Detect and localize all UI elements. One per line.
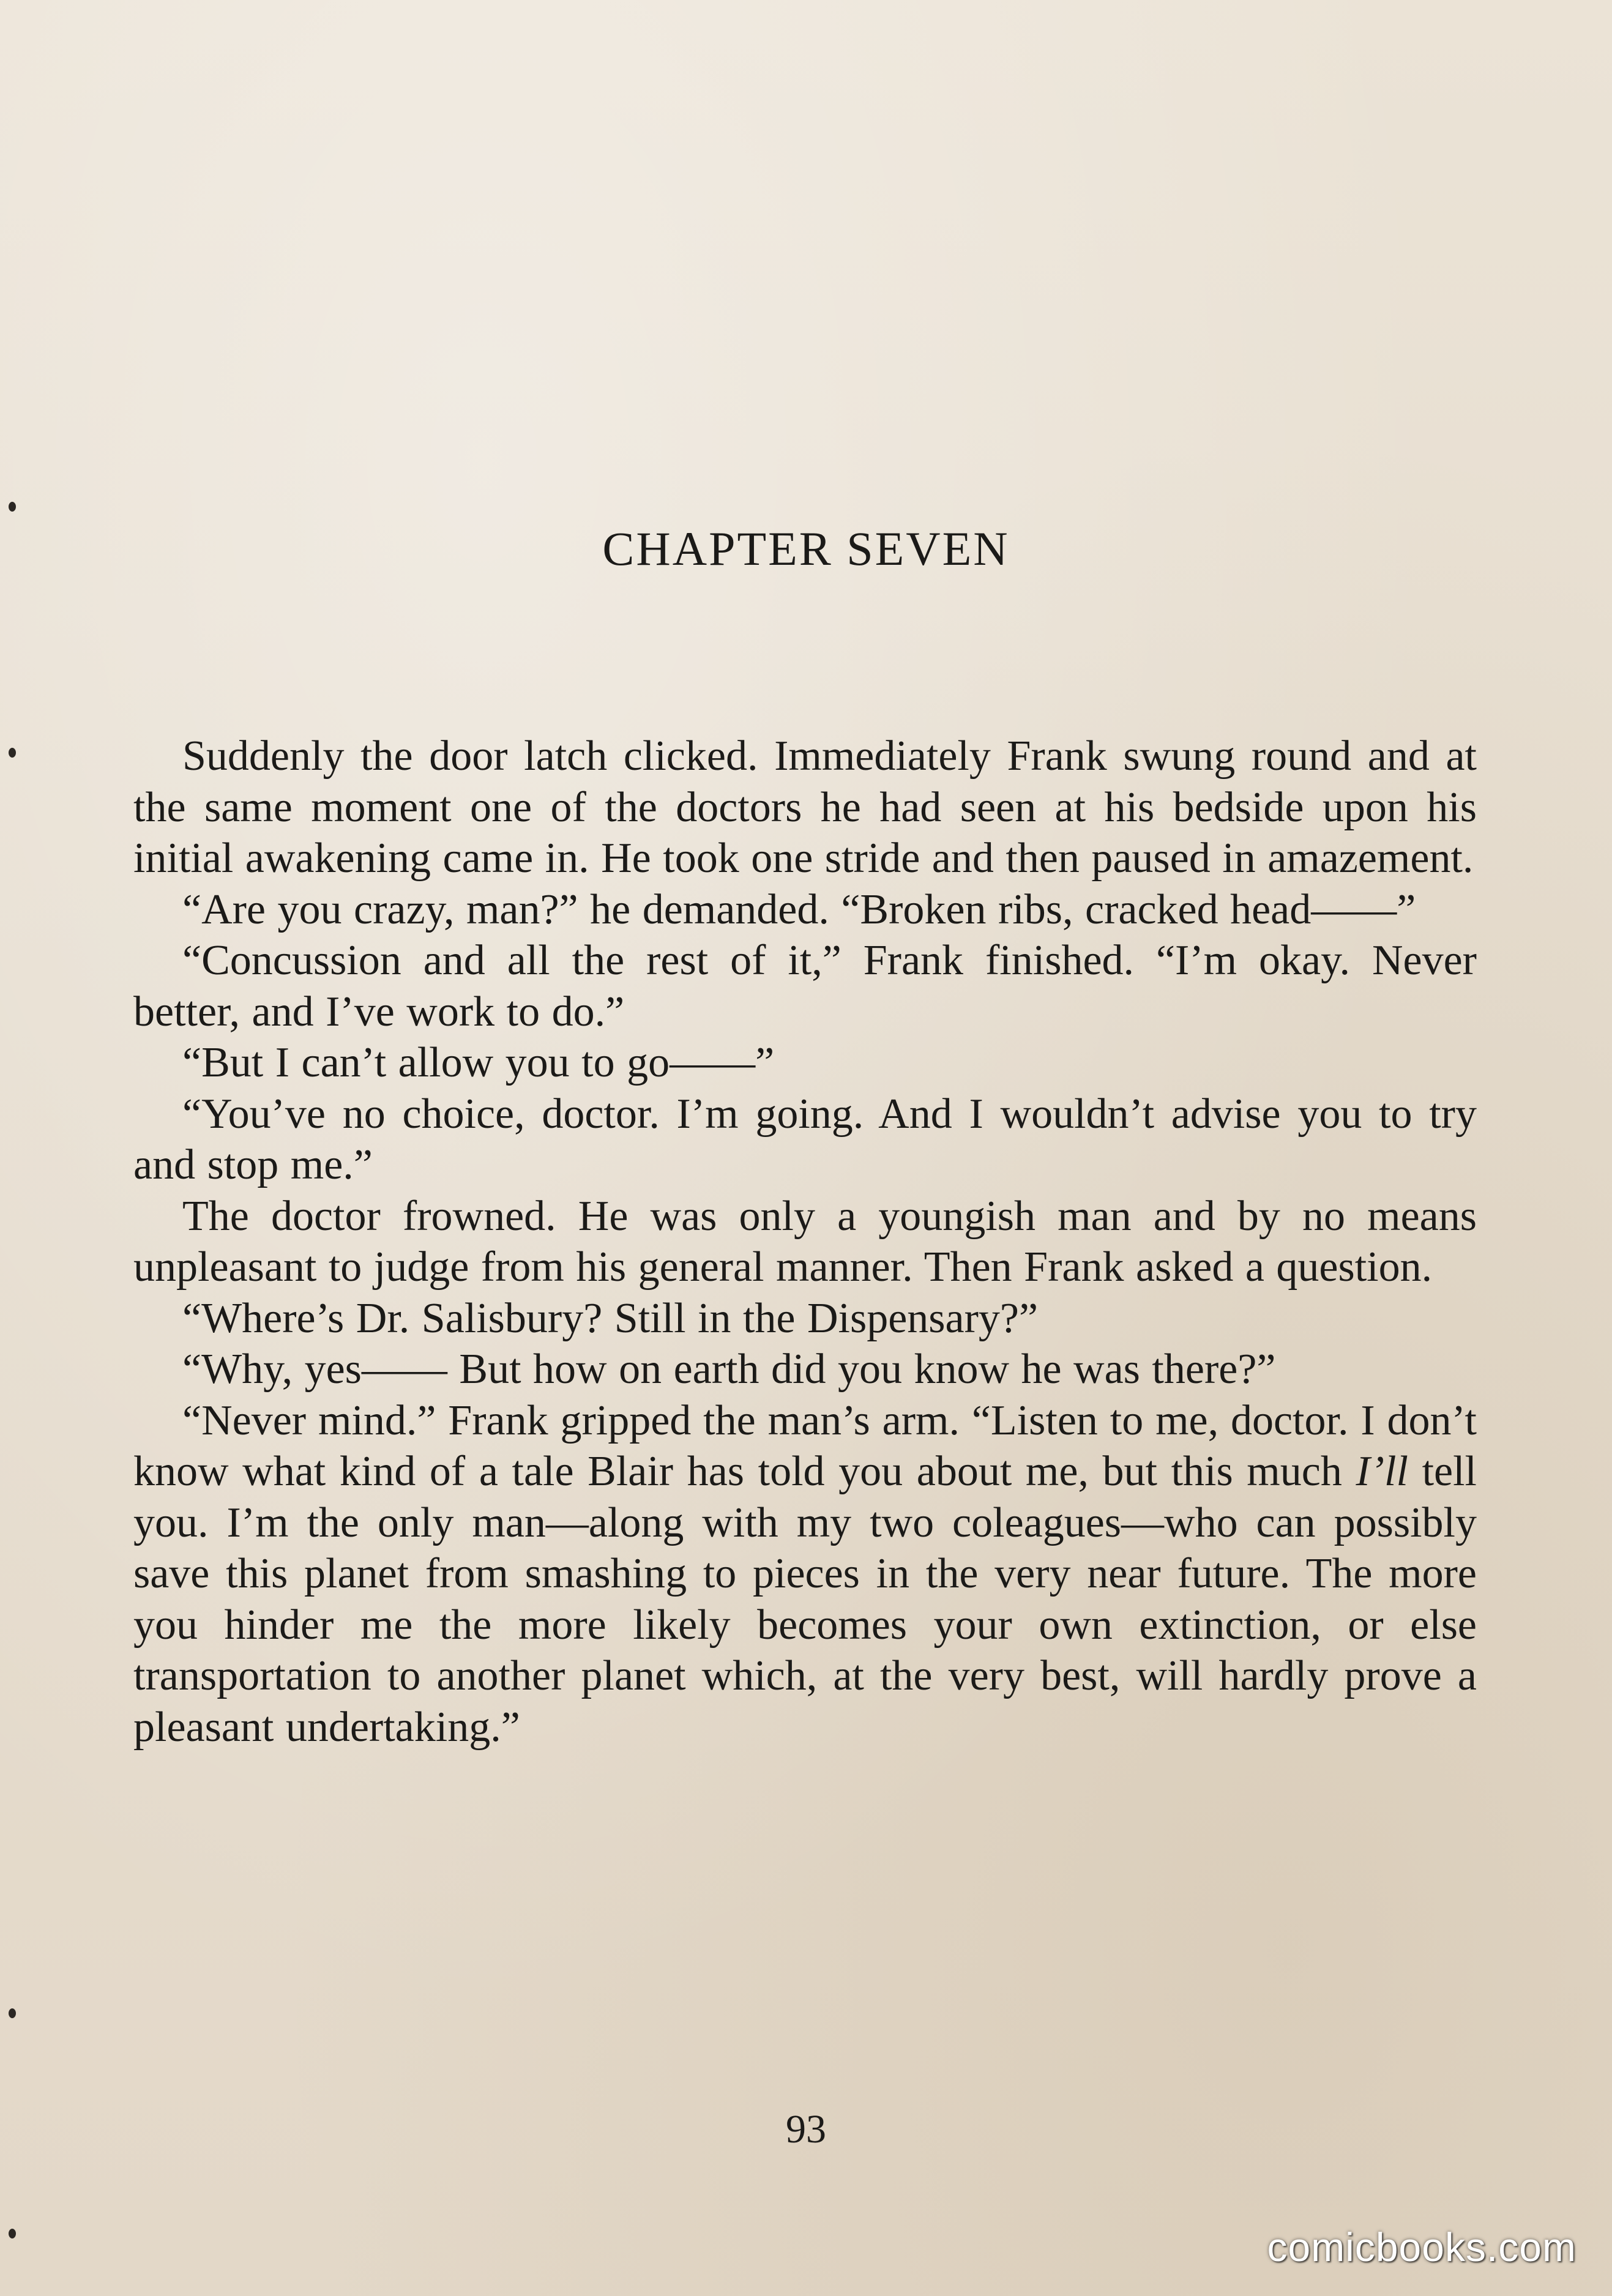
page-number: 93 — [786, 2107, 826, 2152]
paragraph: Suddenly the door latch clicked. Immediately Frank swung round and at the same moment one of the doctors he had seen at his bedside upon his initial awakening came in. He took one stride and then paused in amazement. — [133, 732, 1477, 882]
body-text — [133, 731, 1477, 1753]
paragraph-text: “Never mind.” Frank gripped the man’s arm. “Listen to me, doctor. I don’t know what kind of a tale Blair has told you about me, but this much — [133, 1396, 1477, 1495]
paragraph: “You’ve no choice, doctor. I’m going. And I wouldn’t advise you to try and stop me.” — [133, 1090, 1477, 1188]
binding-mark — [9, 748, 16, 758]
paragraph: The doctor frowned. He was only a youngish man and by no means unpleasant to judge from his general manner. Then Frank asked a question. — [133, 1192, 1477, 1291]
binding-mark — [9, 502, 16, 512]
paragraph: “Concussion and all the rest of it,” Frank finished. “I’m okay. Never better, and I’ve work to do.” — [133, 937, 1477, 1035]
paragraph: “Why, yes—— But how on earth did you know he was there?” — [182, 1346, 1276, 1393]
paragraph: “Are you crazy, man?” he demanded. “Broken ribs, cracked head——” — [182, 885, 1416, 933]
paragraph: “But I can’t allow you to go——” — [182, 1039, 775, 1086]
paragraph-text: tell you. I’m the only man—along with my two coleagues—who can possibly save this planet from smashing to pieces in the very near future. The more you hinder me the more likely becomes your own extinction, or else transportation to another planet which, at the very best, will hardly prove a pleasant undertaking.” — [133, 1448, 1477, 1751]
watermark: comicbooks.com — [1267, 2224, 1577, 2270]
binding-mark — [9, 2008, 16, 2018]
paragraph: “Where’s Dr. Salisbury? Still in the Dispensary?” — [182, 1294, 1039, 1342]
binding-mark — [9, 2229, 16, 2238]
paragraph-final — [133, 1395, 1477, 1753]
chapter-title: CHAPTER SEVEN — [602, 522, 1010, 575]
emphasized-word: I’ll — [1356, 1448, 1408, 1495]
